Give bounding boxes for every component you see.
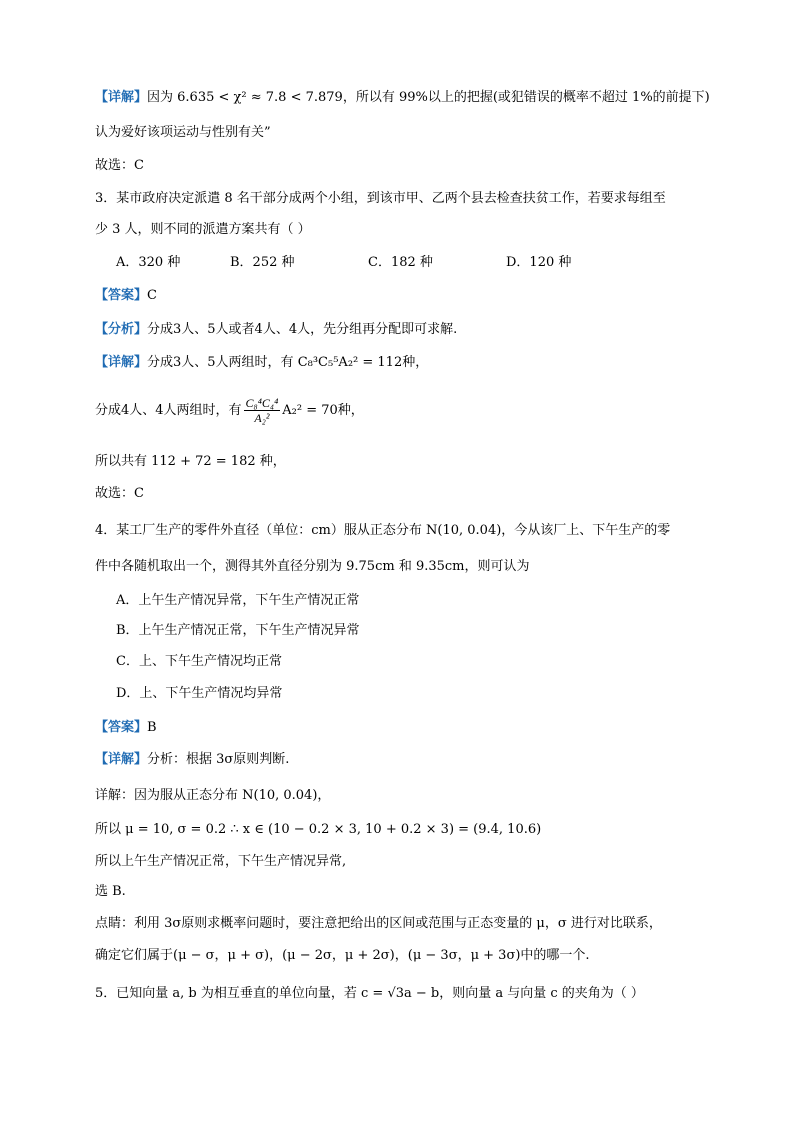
answer-text: B: [147, 720, 157, 735]
question-3-line-1: 3．某市政府决定派遣 8 名干部分成两个小组，到该市甲、乙两个县去检查扶贫工作，若要求每组至: [95, 191, 666, 206]
fraction-denominator: A₂²: [254, 411, 270, 425]
answer-text: C: [147, 288, 157, 303]
detail-line-1: [95, 88, 710, 108]
choice-line: 故选：C: [95, 158, 144, 173]
question-3-line-2: 少 3 人，则不同的派遣方案共有（ ）: [95, 222, 311, 237]
question-3-options: [116, 253, 571, 273]
option-c: C．182 种: [368, 255, 433, 270]
choice-line-2: 故选：C: [95, 486, 144, 501]
fraction: [244, 396, 281, 425]
question-4-option-d: D．上、下午生产情况均异常: [116, 686, 283, 701]
detail-3: [95, 353, 428, 373]
fraction-prefix: 分成4人、4人两组时，有: [95, 403, 242, 418]
remark-line-1: 点睛：利用 3σ原则求概率问题时，要注意把给出的区间或范围与正态变量的 μ，σ 进行对比联系，: [95, 916, 662, 931]
detail-line-2: 认为爱好该项运动与性别有关”: [95, 125, 271, 140]
detail-text: 因为 6.635 < χ² ≈ 7.8 < 7.879，所以有 99%以上的把握(或犯错误的概率不超过 1%的前提下): [147, 90, 710, 105]
detail-4-line-3: 所以上午生产情况正常，下午生产情况异常,: [95, 854, 347, 869]
detail-text: 分析：根据 3σ原则判断.: [147, 752, 290, 767]
option-d: D．120 种: [506, 255, 572, 270]
detail-text: 分成3人、5人两组时，有 C₈³C₅⁵A₂² = 112种，: [147, 355, 429, 370]
answer-3: [95, 286, 157, 306]
fraction-numerator: C₈⁴C₄⁴: [245, 396, 279, 410]
option-a: A．320 种: [116, 255, 181, 270]
answer-4: [95, 718, 157, 738]
option-b: B．252 种: [230, 255, 295, 270]
fraction-suffix: A₂² = 70种，: [282, 403, 364, 418]
question-4-line-1: 4．某工厂生产的零件外直径（单位：cm）服从正态分布 N(10, 0.04)，今从该厂上、下午生产的零: [95, 523, 671, 538]
detail-tag: 【详解】: [95, 752, 148, 767]
analysis-3: [95, 320, 457, 340]
detail-4-line-1: 详解：因为服从正态分布 N(10, 0.04)，: [95, 788, 331, 803]
detail-tag: 【详解】: [95, 90, 148, 105]
detail-3-fraction-line: [95, 396, 364, 425]
detail-4-line-2: 所以 μ = 10, σ = 0.2 ∴ x ∈ (10 − 0.2 × 3, 10 + 0.2 × 3) = (9.4, 10.6): [95, 822, 542, 837]
question-4-option-c: C．上、下午生产情况均正常: [116, 654, 282, 669]
question-4-line-2: 件中各随机取出一个，测得其外直径分别为 9.75cm 和 9.35cm，则可认为: [95, 559, 530, 574]
detail-4: [95, 750, 289, 770]
detail-4-line-4: 选 B.: [95, 884, 126, 899]
answer-tag: 【答案】: [95, 288, 148, 303]
remark-line-2: 确定它们属于(μ − σ，μ + σ)，(μ − 2σ，μ + 2σ)，(μ − 3σ，μ + 3σ)中的哪一个.: [95, 948, 590, 963]
question-4-option-a: A．上午生产情况异常，下午生产情况正常: [116, 593, 360, 608]
sum-line: 所以共有 112 + 72 = 182 种，: [95, 454, 286, 469]
analysis-tag: 【分析】: [95, 322, 148, 337]
question-4-option-b: B．上午生产情况正常，下午生产情况异常: [116, 623, 360, 638]
answer-tag: 【答案】: [95, 720, 148, 735]
question-5: 5．已知向量 a, b 为相互垂直的单位向量，若 c = √3a − b，则向量 a 与向量 c 的夹角为（ ）: [95, 986, 644, 1001]
detail-tag: 【详解】: [95, 355, 148, 370]
analysis-text: 分成3人、5人或者4人、4人，先分组再分配即可求解.: [147, 322, 458, 337]
